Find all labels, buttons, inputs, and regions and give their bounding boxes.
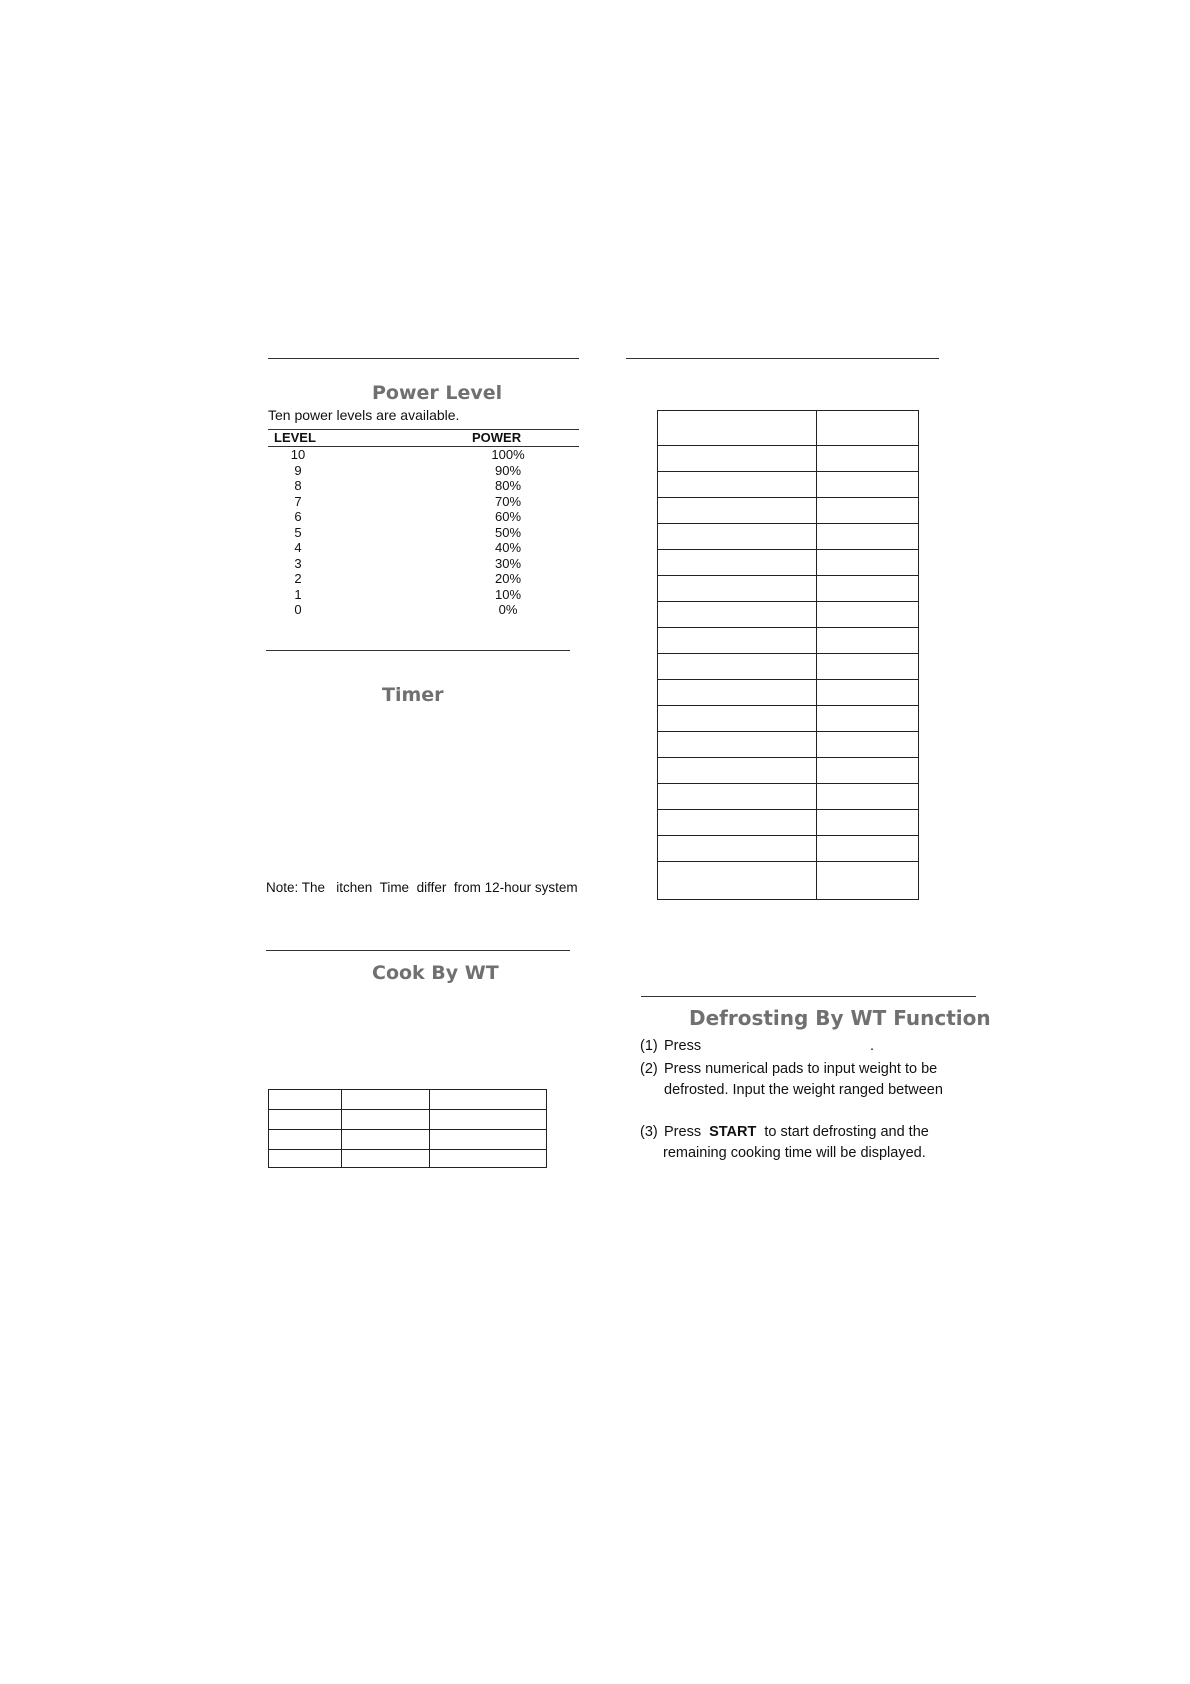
power-value: 0% <box>498 602 518 617</box>
step-3-number: (3) <box>640 1124 658 1140</box>
cook-by-wt-top-rule <box>266 950 570 951</box>
level-column-header: LEVEL <box>274 430 316 445</box>
timer-title: Timer <box>382 684 444 706</box>
power-level-row <box>268 540 568 556</box>
timer-top-rule <box>266 650 570 651</box>
step-3-press: Press <box>664 1124 702 1140</box>
defrost-title: Defrosting By WT Function <box>689 1006 991 1030</box>
power-level-row <box>268 494 568 510</box>
level-value: 5 <box>294 524 302 540</box>
power-level-row <box>268 478 568 494</box>
power-value: 60% <box>494 509 522 524</box>
power-level-row <box>268 463 568 479</box>
level-value: 4 <box>294 540 302 555</box>
level-value: 1 <box>294 586 302 602</box>
power-value: 90% <box>494 462 522 478</box>
step-2-line-2: defrosted. Input the weight ranged between <box>664 1082 943 1098</box>
power-value: 70% <box>494 493 522 509</box>
power-level-row <box>268 571 568 587</box>
cook-by-wt-table <box>268 1089 547 1168</box>
level-value: 10 <box>290 447 306 462</box>
step-3-line-2: remaining cooking time will be displayed. <box>663 1145 926 1161</box>
power-level-row <box>268 525 568 541</box>
level-value: 0 <box>294 602 302 617</box>
power-level-row <box>268 509 568 525</box>
timer-note: Note: The itchen Time differ from 12-hour system <box>266 880 578 895</box>
power-value: 20% <box>494 571 522 586</box>
step-1-number: (1) <box>640 1038 658 1054</box>
level-value: 6 <box>294 509 302 524</box>
power-level-intro: Ten power levels are available. <box>268 407 460 423</box>
power-value: 100% <box>491 447 525 462</box>
level-value: 3 <box>294 555 302 571</box>
step-1-text: Press <box>664 1038 702 1054</box>
level-value: 7 <box>294 493 302 509</box>
power-level-row <box>268 447 568 463</box>
top-rule-right <box>626 358 939 359</box>
defrost-top-rule <box>641 996 976 997</box>
level-value: 9 <box>294 462 302 478</box>
top-rule-left <box>268 358 579 359</box>
level-value: 2 <box>294 571 302 586</box>
power-column-header: POWER <box>472 430 522 445</box>
step-2-line-1: Press numerical pads to input weight to be <box>664 1061 938 1077</box>
power-value: 50% <box>494 524 522 540</box>
step-3-line-1 <box>664 1122 929 1143</box>
power-level-title: Power Level <box>372 382 503 404</box>
power-value: 10% <box>494 586 522 602</box>
step-3-rest: to start defrosting and the <box>764 1124 929 1140</box>
power-value: 30% <box>494 555 522 571</box>
power-value: 80% <box>494 478 522 493</box>
right-empty-table <box>657 410 919 900</box>
power-level-row <box>268 556 568 572</box>
defrost-steps <box>640 1036 990 1166</box>
power-level-row <box>268 587 568 603</box>
level-value: 8 <box>294 478 302 493</box>
power-value: 40% <box>494 540 522 555</box>
step-2-number: (2) <box>640 1061 658 1077</box>
cook-by-wt-title: Cook By WT <box>372 962 499 984</box>
start-key-label: START <box>709 1124 757 1140</box>
power-level-row <box>268 602 568 618</box>
step-1-period: . <box>870 1038 875 1054</box>
